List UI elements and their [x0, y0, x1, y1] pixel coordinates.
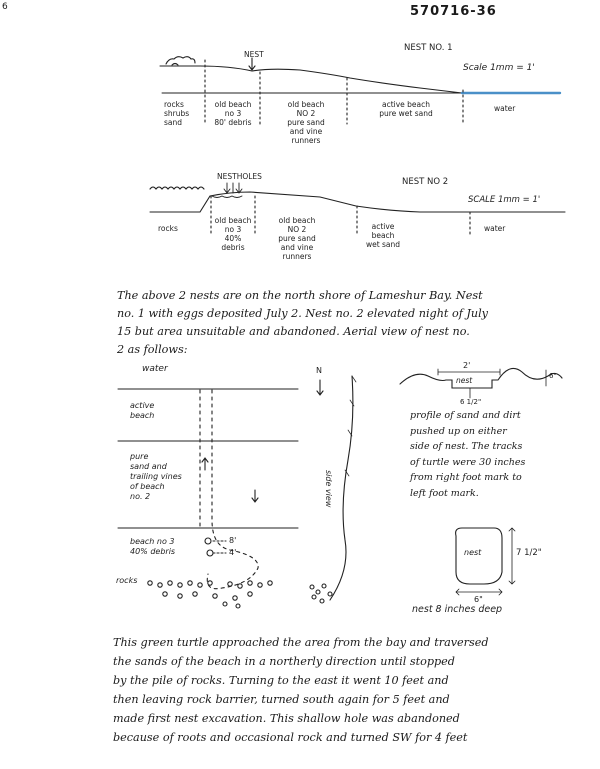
aerial-mark-4ft: 4' [229, 548, 237, 557]
profile-caption: profile of sand and dirt pushed up on either side of nest. The tracks of turtle were 30 inches from right foot mark to left foot mark. [410, 410, 526, 499]
paragraph2-line-3: by the pile of rocks. Turning to the east it went 10 feet and [113, 674, 449, 687]
nest1-zone-old-beach-2: old beach NO 2 pure sand and vine runners [287, 100, 325, 145]
nest2-zone-old-beach-3: old beach no 3 40% debris [214, 216, 252, 252]
nest2-zone-rocks: rocks [158, 224, 178, 233]
paragraph2-line-1: This green turtle approached the area from the bay and traversed [113, 636, 489, 649]
nest-outline-label: nest [464, 548, 482, 557]
profile-depth: 6 1/2" [460, 398, 482, 406]
profile-right-measure: 6" [549, 372, 557, 380]
nest2-rocks [150, 187, 204, 189]
aerial-beach3-label: beach no 3 40% debris [130, 537, 176, 556]
nest-profile-curve [400, 368, 562, 388]
aerial-mark-8ft: 8' [229, 536, 237, 545]
north-label: N [316, 366, 322, 375]
nest-outline-length: 7 1/2" [516, 548, 542, 558]
paragraph1-line-1: The above 2 nests are on the north shore of Lameshur Bay. Nest [117, 289, 483, 302]
document-id: 570716-36 [410, 4, 497, 19]
nest-outline-width: 6" [474, 595, 483, 604]
nest1-title: NEST NO. 1 [404, 43, 453, 53]
aerial-track-right [207, 390, 258, 589]
nest-outline-caption: nest 8 inches deep [412, 604, 503, 615]
nest2-scale: SCALE 1mm = 1' [468, 195, 541, 205]
nest2-zone-water: water [484, 224, 506, 233]
aerial-rocks [148, 581, 332, 608]
paragraph1-line-3: 15 but area unsuitable and abandoned. Aerial view of nest no. [117, 325, 470, 338]
paragraph2-line-5: made first nest excavation. This shallow hole was abandoned [113, 712, 460, 725]
side-view-label: side view [324, 470, 333, 508]
paragraph2-line-6: because of roots and occasional rock and turned SW for 4 feet [113, 731, 468, 744]
profile-width: 2' [463, 361, 471, 370]
nest1-scale: Scale 1mm = 1' [463, 63, 535, 73]
aerial-water-label: water [142, 364, 168, 374]
nest1-zone-old-beach-3: old beach no 3 80' debris [214, 100, 252, 127]
nest1-nest-label: NEST [244, 50, 264, 59]
aerial-pure-sand-label: pure sand and trailing vines of beach no. 2 [130, 452, 182, 501]
nest2-zone-old-beach-2: old beach NO 2 pure sand and vine runners [278, 216, 316, 261]
profile-nest-label: nest [456, 376, 473, 385]
nest2-nest-label: NESTHOLES [217, 172, 262, 181]
aerial-active-beach-label: active beach [130, 401, 155, 420]
shoreline-edge [330, 376, 353, 600]
aerial-rocks-label: rocks [116, 576, 138, 585]
paragraph2-line-4: then leaving rock barrier, turned south again for 5 feet and [113, 693, 450, 706]
nest2-title: NEST NO 2 [402, 177, 449, 187]
paragraph1-line-2: no. 1 with eggs deposited July 2. Nest no. 2 elevated night of July [117, 307, 488, 320]
nest1-zone-rocks: rocks shrubs sand [164, 100, 190, 127]
nest1-rocks [166, 57, 195, 65]
nest1-zone-active-beach: active beach pure wet sand [379, 100, 433, 118]
paragraph2-line-2: the sands of the beach in a northerly direction until stopped [113, 655, 455, 668]
corner-mark: 6 [2, 2, 8, 12]
nest2-zone-active-beach: active beach wet sand [365, 222, 401, 249]
nest1-zone-water: water [494, 104, 516, 113]
paragraph1-line-4: 2 as follows: [117, 343, 188, 356]
